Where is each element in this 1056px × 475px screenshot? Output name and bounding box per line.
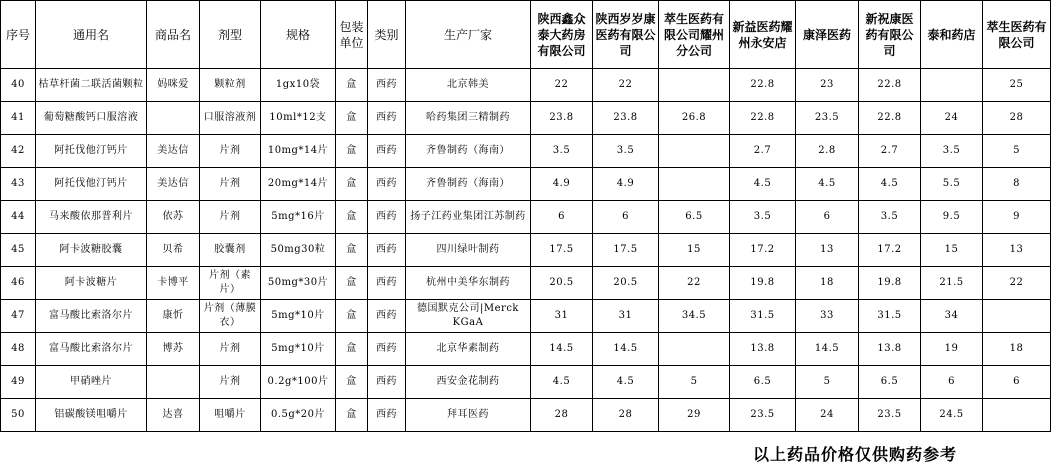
table-cell: 盒 [336,135,368,168]
table-cell [659,69,730,102]
table-cell: 22 [983,267,1051,300]
table-cell: 富马酸比索洛尔片 [36,300,147,333]
table-cell: 34.5 [659,300,730,333]
table-cell: 西安金花制药 [406,366,531,399]
table-cell: 杭州中美华东制药 [406,267,531,300]
table-cell: 14.5 [796,333,859,366]
table-cell: 盒 [336,102,368,135]
table-cell: 22.8 [730,102,796,135]
table-cell: 22.8 [730,69,796,102]
table-cell: 17.2 [730,234,796,267]
table-cell: 片剂 [200,333,261,366]
table-cell: 西药 [368,102,406,135]
table-cell: 17.5 [531,234,593,267]
table-cell: 23.5 [859,399,921,432]
table-cell: 西药 [368,201,406,234]
table-cell: 2.7 [730,135,796,168]
table-cell: 15 [659,234,730,267]
table-cell: 19 [921,333,983,366]
table-cell [659,135,730,168]
table-cell: 40 [1,69,36,102]
table-cell: 片剂 [200,201,261,234]
table-cell: 4.9 [593,168,659,201]
pharmacy-header: 萃生医药有限公司耀州分公司 [659,1,730,69]
table-cell: 9 [983,201,1051,234]
table-row [1,267,1051,300]
table-cell: 18 [796,267,859,300]
table-cell: 5mg*10片 [261,300,336,333]
header-cell: 规格 [261,1,336,69]
table-row [1,333,1051,366]
table-cell: 阿卡波糖胶囊 [36,234,147,267]
table-cell: 马来酸依那普利片 [36,201,147,234]
table-cell: 3.5 [859,201,921,234]
table-cell: 6 [921,366,983,399]
table-cell: 胶囊剂 [200,234,261,267]
table-cell: 3.5 [921,135,983,168]
table-row [1,69,1051,102]
table-cell: 48 [1,333,36,366]
header-cell: 类别 [368,1,406,69]
header-cell: 序号 [1,1,36,69]
table-cell [659,168,730,201]
table-cell: 22 [531,69,593,102]
table-cell: 齐鲁制药（海南） [406,168,531,201]
table-cell: 阿托伐他汀钙片 [36,168,147,201]
table-cell: 卡博平 [147,267,200,300]
table-cell: 8 [983,168,1051,201]
table-cell: 6 [593,201,659,234]
table-cell: 23.5 [730,399,796,432]
table-row [1,201,1051,234]
table-cell: 盒 [336,366,368,399]
table-cell: 29 [659,399,730,432]
header-cell: 剂型 [200,1,261,69]
table-cell: 13.8 [730,333,796,366]
table-cell: 6 [796,201,859,234]
table-cell: 4.9 [531,168,593,201]
table-cell: 3.5 [593,135,659,168]
table-cell: 富马酸比索洛尔片 [36,333,147,366]
table-cell: 50mg*30片 [261,267,336,300]
table-cell: 西药 [368,168,406,201]
pharmacy-header: 陕西鑫众泰大药房有限公司 [531,1,593,69]
table-cell: 口服溶液剂 [200,102,261,135]
table-cell: 24 [921,102,983,135]
table-cell: 西药 [368,300,406,333]
pharmacy-header: 新益医药耀州永安店 [730,1,796,69]
table-cell: 盒 [336,168,368,201]
table-cell: 18 [983,333,1051,366]
table-cell: 西药 [368,399,406,432]
table-cell: 13 [983,234,1051,267]
table-cell: 3.5 [730,201,796,234]
pharmacy-header: 康泽医药 [796,1,859,69]
table-cell: 盒 [336,234,368,267]
table-cell [659,333,730,366]
table-cell: 5 [983,135,1051,168]
table-cell: 北京韩美 [406,69,531,102]
table-cell: 5 [796,366,859,399]
table-cell: 31.5 [859,300,921,333]
table-row [1,399,1051,432]
table-cell: 6.5 [859,366,921,399]
table-cell: 盒 [336,267,368,300]
table-cell: 拜耳医药 [406,399,531,432]
table-cell: 22 [659,267,730,300]
price-disclaimer: 以上药品价格仅供购药参考 [753,445,958,464]
table-cell: 3.5 [531,135,593,168]
table-cell: 盒 [336,201,368,234]
table-cell: 20.5 [593,267,659,300]
table-cell: 45 [1,234,36,267]
header-row [1,1,1051,69]
table-cell: 四川绿叶制药 [406,234,531,267]
table-cell: 博苏 [147,333,200,366]
table-cell: 28 [531,399,593,432]
table-cell: 44 [1,201,36,234]
table-cell: 4.5 [730,168,796,201]
table-cell: 4.5 [531,366,593,399]
table-cell: 15 [921,234,983,267]
table-cell: 9.5 [921,201,983,234]
table-cell: 铝碳酸镁咀嚼片 [36,399,147,432]
table-cell: 甲硝唑片 [36,366,147,399]
table-cell [921,69,983,102]
table-cell: 13 [796,234,859,267]
table-cell: 41 [1,102,36,135]
table-cell: 13.8 [859,333,921,366]
table-cell: 4.5 [859,168,921,201]
table-cell: 42 [1,135,36,168]
table-cell: 齐鲁制药（海南） [406,135,531,168]
table-cell: 5 [659,366,730,399]
table-cell: 19.8 [730,267,796,300]
table-cell: 美达信 [147,168,200,201]
table-cell: 4.5 [593,366,659,399]
table-cell: 西药 [368,69,406,102]
table-cell: 10ml*12支 [261,102,336,135]
table-cell: 颗粒剂 [200,69,261,102]
table-cell: 23.8 [593,102,659,135]
table-cell [147,366,200,399]
header-cell: 生产厂家 [406,1,531,69]
table-cell: 枯草杆菌二联活菌颗粒 [36,69,147,102]
table-cell: 46 [1,267,36,300]
pharmacy-header: 萃生医药有限公司 [983,1,1051,69]
table-cell: 2.7 [859,135,921,168]
table-cell: 妈咪爱 [147,69,200,102]
table-cell: 5.5 [921,168,983,201]
table-cell: 盒 [336,399,368,432]
table-cell: 依苏 [147,201,200,234]
table-cell: 扬子江药业集团江苏制药 [406,201,531,234]
table-cell: 22 [593,69,659,102]
table-cell: 6 [983,366,1051,399]
table-cell: 1gx10袋 [261,69,336,102]
table-cell: 14.5 [531,333,593,366]
table-cell: 片剂（薄膜衣） [200,300,261,333]
table-cell: 28 [593,399,659,432]
table-row [1,168,1051,201]
table-cell: 西药 [368,333,406,366]
table-cell: 23.5 [796,102,859,135]
table-cell: 17.5 [593,234,659,267]
table-cell: 31 [593,300,659,333]
table-cell: 西药 [368,267,406,300]
table-cell: 哈药集团三精制药 [406,102,531,135]
table-cell: 德国默克公司|Merck KGaA [406,300,531,333]
table-cell: 阿托伐他汀钙片 [36,135,147,168]
table-cell: 14.5 [593,333,659,366]
table-cell [983,399,1051,432]
table-cell: 10mg*14片 [261,135,336,168]
table-cell: 盒 [336,300,368,333]
table-row [1,366,1051,399]
table-cell [147,102,200,135]
table-cell: 片剂 [200,366,261,399]
table-cell: 6 [531,201,593,234]
table-cell: 31 [531,300,593,333]
table-cell: 50mg30粒 [261,234,336,267]
table-cell [983,300,1051,333]
table-cell: 贝希 [147,234,200,267]
table-cell: 北京华素制药 [406,333,531,366]
table-row [1,234,1051,267]
table-cell: 20mg*14片 [261,168,336,201]
table-cell: 咀嚼片 [200,399,261,432]
table-body [1,69,1051,432]
table-cell: 盒 [336,333,368,366]
table-cell: 0.5g*20片 [261,399,336,432]
table-cell: 5mg*16片 [261,201,336,234]
table-cell: 2.8 [796,135,859,168]
table-cell: 6.5 [730,366,796,399]
table-cell: 西药 [368,135,406,168]
table-cell: 达喜 [147,399,200,432]
table-cell: 美达信 [147,135,200,168]
table-cell: 47 [1,300,36,333]
pharmacy-header: 陕西岁岁康医药有限公司 [593,1,659,69]
table-cell: 31.5 [730,300,796,333]
table-cell: 盒 [336,69,368,102]
table-cell: 43 [1,168,36,201]
table-cell: 33 [796,300,859,333]
table-cell: 20.5 [531,267,593,300]
table-cell: 24.5 [921,399,983,432]
table-cell: 50 [1,399,36,432]
table-cell: 22.8 [859,69,921,102]
header-cell: 商品名 [147,1,200,69]
table-row [1,135,1051,168]
header-cell: 包装单位 [336,1,368,69]
table-cell: 28 [983,102,1051,135]
table-cell: 康忻 [147,300,200,333]
table-cell: 葡萄糖酸钙口服溶液 [36,102,147,135]
header-cell: 通用名 [36,1,147,69]
table-cell: 0.2g*100片 [261,366,336,399]
table-cell: 23 [796,69,859,102]
table-cell: 24 [796,399,859,432]
table-cell: 21.5 [921,267,983,300]
table-cell: 5mg*10片 [261,333,336,366]
table-cell: 6.5 [659,201,730,234]
table-cell: 片剂 [200,168,261,201]
table-cell: 19.8 [859,267,921,300]
pharmacy-header: 泰和药店 [921,1,983,69]
pharmacy-header: 新祝康医药有限公司 [859,1,921,69]
table-cell: 22.8 [859,102,921,135]
table-row [1,300,1051,333]
table-cell: 4.5 [796,168,859,201]
table-cell: 25 [983,69,1051,102]
table-cell: 片剂（素片） [200,267,261,300]
table-cell: 西药 [368,234,406,267]
table-cell: 西药 [368,366,406,399]
table-cell: 49 [1,366,36,399]
table-cell: 34 [921,300,983,333]
table-cell: 阿卡波糖片 [36,267,147,300]
table-row [1,102,1051,135]
table-cell: 片剂 [200,135,261,168]
table-cell: 23.8 [531,102,593,135]
table-cell: 26.8 [659,102,730,135]
table-cell: 17.2 [859,234,921,267]
